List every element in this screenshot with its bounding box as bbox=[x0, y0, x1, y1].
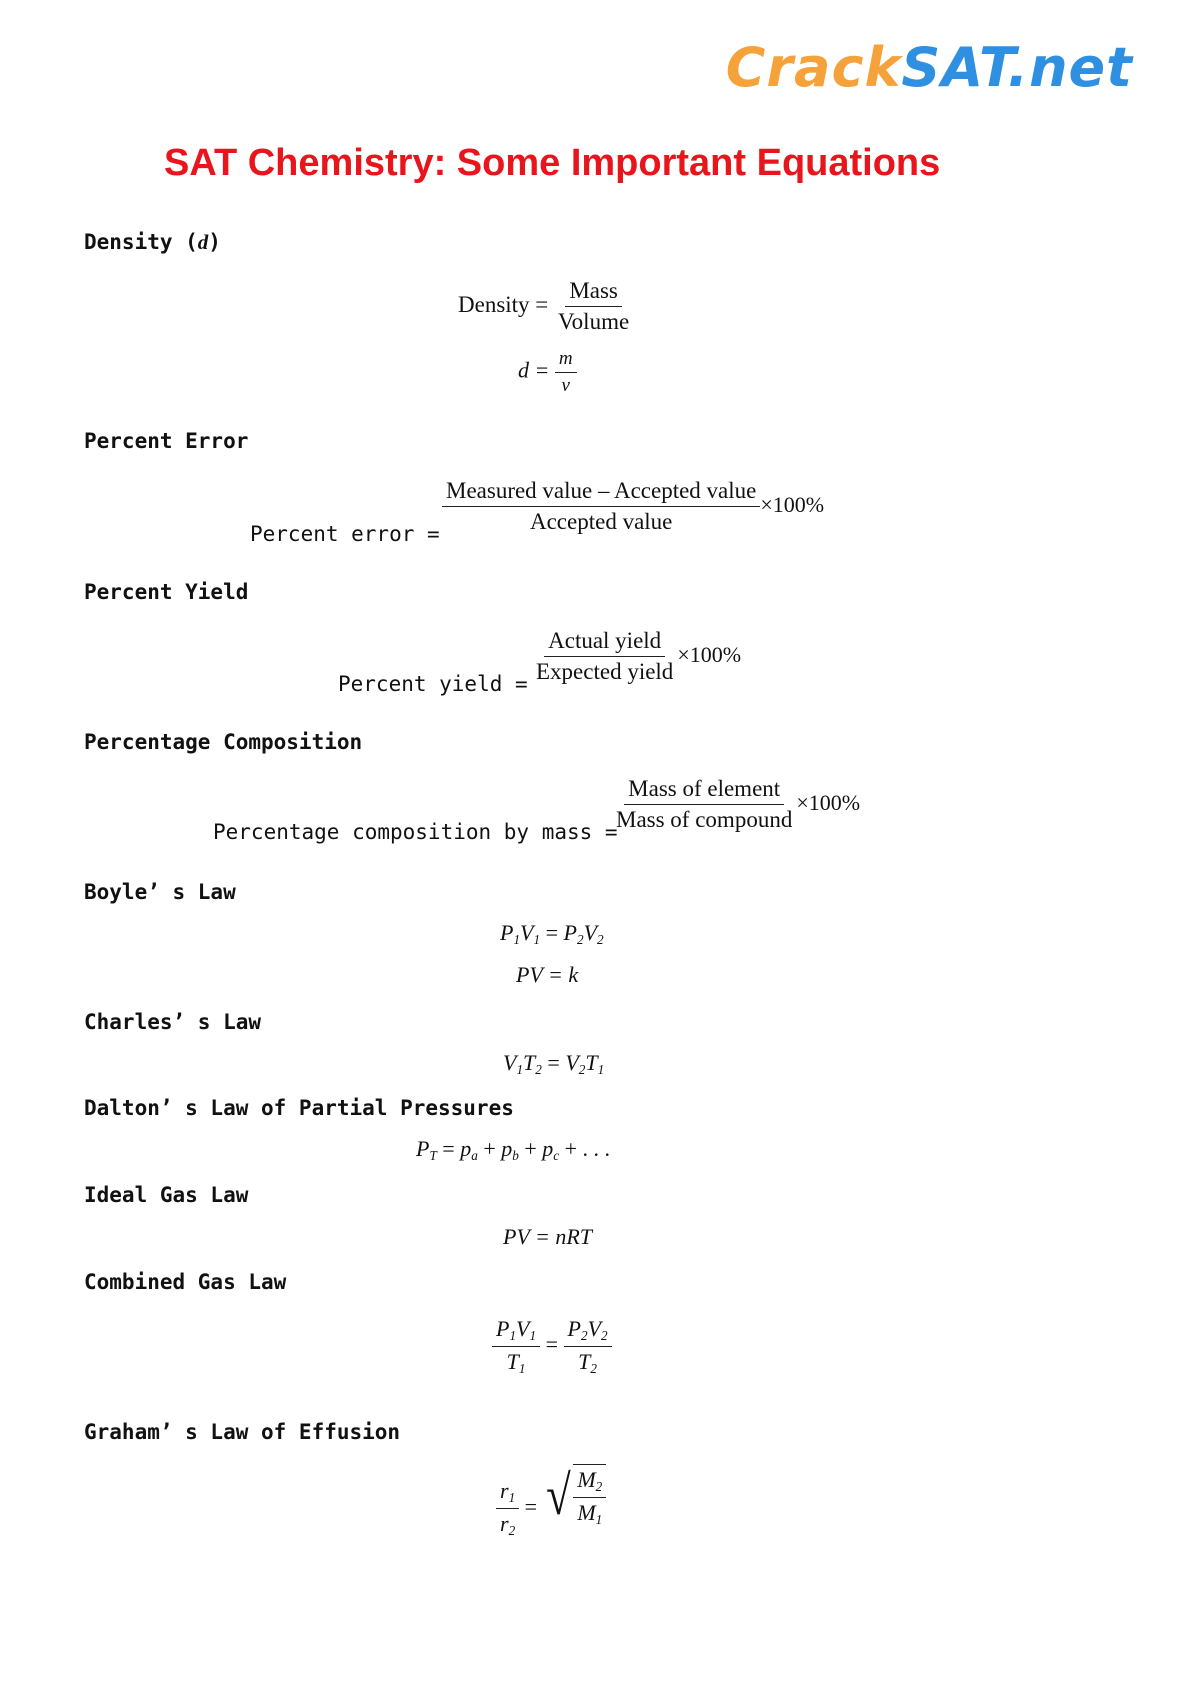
daltons-law-equation: $P_T = p_a + p_b + p_c$ + . . . bbox=[416, 1136, 611, 1163]
daltons-law-tail: + . . . bbox=[564, 1136, 611, 1161]
page-title: SAT Chemistry: Some Important Equations bbox=[164, 142, 941, 184]
heading-combined-gas-law: Combined Gas Law bbox=[84, 1270, 287, 1294]
heading-daltons-law: Dalton’ s Law of Partial Pressures bbox=[84, 1096, 514, 1120]
percentage-composition-label: Percentage composition by mass = bbox=[213, 820, 618, 844]
percentage-composition-numerator: Mass of element bbox=[624, 776, 784, 805]
percent-error-equation bbox=[442, 478, 824, 535]
percentage-composition-fraction bbox=[612, 776, 796, 833]
density-symbol-label: d = bbox=[518, 357, 550, 383]
percentage-composition-factor: ×100% bbox=[796, 789, 861, 815]
density-symbol-denominator: v bbox=[561, 375, 570, 396]
heading-density-var: d bbox=[197, 230, 209, 254]
heading-ideal-gas-law: Ideal Gas Law bbox=[84, 1183, 249, 1207]
heading-percent-error: Percent Error bbox=[84, 429, 249, 453]
density-word-fraction bbox=[554, 278, 633, 335]
percent-error-label: Percent error = bbox=[250, 522, 440, 546]
density-word-label: Density = bbox=[458, 291, 549, 317]
logo-part-crack: Crack bbox=[725, 36, 902, 99]
density-word-equation bbox=[458, 278, 633, 335]
grahams-law-equation: $\frac{r_1}{r_2}$ = √ $\frac{M_2}{M_1}$ bbox=[496, 1464, 606, 1539]
percent-yield-equation bbox=[532, 628, 741, 685]
density-symbol-fraction bbox=[555, 348, 577, 397]
heading-charles-law: Charles’ s Law bbox=[84, 1010, 262, 1034]
square-root-icon: √ bbox=[545, 1464, 571, 1527]
combined-gas-left-fraction: $\frac{P_1V_1}{T_1}$ bbox=[492, 1316, 540, 1377]
logo-part-sat: SAT.net bbox=[901, 36, 1133, 99]
charles-law-equation: $V_1T_2 = V_2T_1$ bbox=[503, 1050, 605, 1077]
percentage-composition-denominator: Mass of compound bbox=[616, 807, 793, 832]
grahams-left-fraction: $\frac{r_1}{r_2}$ bbox=[496, 1478, 519, 1539]
percent-error-numerator: Measured value – Accepted value bbox=[442, 478, 760, 507]
density-denominator: Volume bbox=[558, 309, 630, 334]
heading-grahams-law: Graham’ s Law of Effusion bbox=[84, 1420, 401, 1444]
density-numerator: Mass bbox=[565, 278, 622, 307]
heading-density-prefix: Density ( bbox=[84, 230, 198, 254]
percent-yield-numerator: Actual yield bbox=[544, 628, 665, 657]
density-symbol-numerator: m bbox=[555, 348, 577, 373]
boyles-law-equation-2: PV = k bbox=[516, 962, 579, 987]
grahams-right-fraction: $\frac{M_2}{M_1}$ bbox=[573, 1467, 606, 1528]
heading-density-suffix: ) bbox=[208, 230, 221, 254]
percent-error-denominator: Accepted value bbox=[529, 509, 673, 534]
percent-error-fraction bbox=[442, 478, 760, 535]
percent-yield-factor: ×100% bbox=[677, 641, 742, 667]
boyles-law-equation-1: $P_1V_1 = P_2V_2$ bbox=[500, 920, 604, 947]
site-logo bbox=[726, 36, 1133, 99]
grahams-square-root bbox=[543, 1464, 607, 1528]
heading-density bbox=[84, 230, 221, 255]
percent-error-factor: ×100% bbox=[760, 491, 825, 517]
heading-percent-yield: Percent Yield bbox=[84, 580, 249, 604]
ideal-gas-law-equation: PV = nRT bbox=[503, 1224, 592, 1249]
percentage-composition-equation bbox=[612, 776, 860, 833]
percent-yield-denominator: Expected yield bbox=[536, 659, 674, 684]
density-symbol-equation bbox=[518, 348, 577, 397]
combined-gas-right-fraction: $\frac{P_2V_2}{T_2}$ bbox=[564, 1316, 612, 1377]
percent-yield-label: Percent yield = bbox=[338, 672, 528, 696]
heading-boyles-law: Boyle’ s Law bbox=[84, 880, 236, 904]
combined-gas-law-equation: $\frac{P_1V_1}{T_1}$ = $\frac{P_2V_2}{T_2}$ bbox=[492, 1316, 612, 1377]
percent-yield-fraction bbox=[532, 628, 677, 685]
heading-percentage-composition: Percentage Composition bbox=[84, 730, 363, 754]
